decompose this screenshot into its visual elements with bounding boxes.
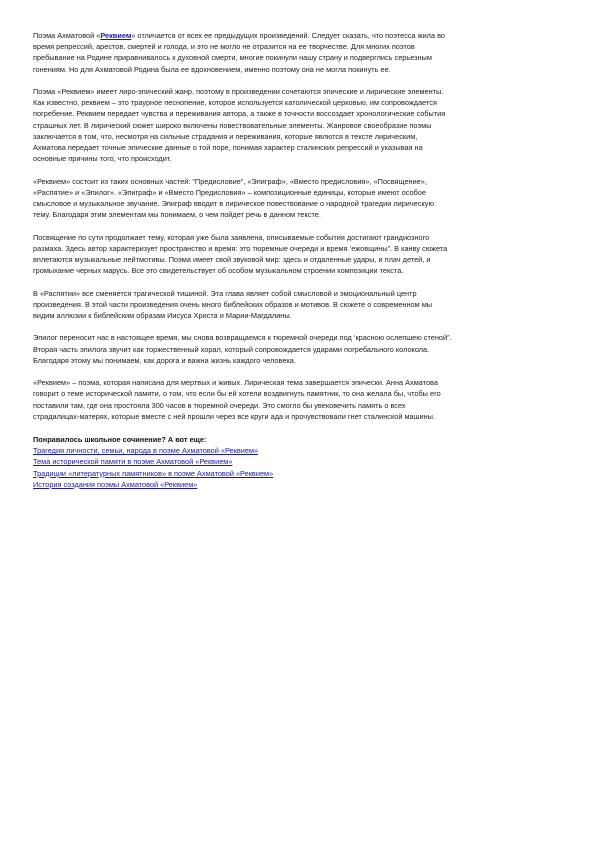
text-line — [33, 30, 563, 41]
text-line: Как известно, реквием – это траурное песнопение, которое используется католической церковью, им сопровождается — [33, 98, 437, 108]
text-line: тему. Благодаря этим элементам мы понимаем, о чем пойдет речь в данном тексте. — [33, 210, 321, 220]
text-fragment: » отличается от всех ее предыдущих произведений. Следует сказать, что поэтесса жила во — [131, 31, 445, 40]
text-line: «Реквием» – поэма, которая написана для мертвых и живых. Лирическая тема завершается эпически. Анна Ахматова — [33, 378, 438, 388]
text-line: громыхание черных марусь. Все это свидетельствует об особом музыкальном строении композиции текста. — [33, 266, 404, 276]
text-line: страшных лет. В лирический сюжет широко включены повествовательные элементы. Жанровое своеобразие поэмы — [33, 120, 432, 130]
text-line: В «Распятии» все сменяется трагической тишиной. Эта глава являет собой смысловой и эмоциональный центр — [33, 288, 417, 298]
text-line: Эпилог переносит нас в настоящее время, мы снова возвращаемся к тюремной очереди под ‘красною ослепшею стеной”. — [33, 333, 452, 343]
text-line: размаха. Здесь автор характеризует пространство и время: это тюремные очереди и время ‘ежовщины”. В канву сюжета — [33, 243, 448, 253]
related-link[interactable]: Трагедия личности, семьи, народа в поэме Ахматовой «Реквием» — [33, 446, 259, 456]
paragraph-genre — [33, 86, 563, 164]
related-link[interactable]: История создания поэмы Ахматовой «Реквием» — [33, 479, 198, 489]
related-heading: Понравилось школьное сочинение? А вот еще: — [33, 435, 207, 445]
text-line: основные причины того, что происходит. — [33, 154, 172, 164]
related-essays — [33, 434, 563, 490]
text-line: поставили там, где она простояла 300 часов в тюремной очереди. Это смогло бы увековечить память о всех — [33, 400, 406, 410]
paragraph-epilogue — [33, 332, 563, 366]
text-line: погребение. Реквием передает чувства и переживания автора, а также в точности воссоздает хронологические события — [33, 109, 446, 119]
text-fragment: Поэма Ахматовой « — [33, 31, 101, 40]
text-line: «Распятие» и «Эпилог». «Эпиграф» и «Вместо Предисловия» – композиционные единицы, которые имеют особое — [33, 187, 426, 197]
text-line: время репрессий, арестов, смертей и голода, и это не могло не отразится на ее творчестве. Для многих поэтов — [33, 42, 415, 52]
text-line: вплетаются музыкальные лейтмотивы. Поэма имеет свой звуковой мир: здесь и отдаленные удары, и плач детей, и — [33, 255, 431, 265]
text-line: гонениям. Но для Ахматовой Родина была ее вдохновением, именно поэтому она не могла покинуть ее. — [33, 64, 391, 74]
text-line: «Реквием» состоит из таких основных частей: “Предисловие”, «Эпиграф», «Вместо предисловия», «Посвящение», — [33, 176, 427, 186]
text-line: говорит о теме исторической памяти, о том, что если бы ей хотели воздвигнуть памятник, то она желала бы, чтобы его — [33, 389, 441, 399]
text-line: произведения. В этой части произведения очень много библейских образов и мотивов. В сюжете о современном мы — [33, 299, 433, 309]
text-line: Посвящение по сути продолжает тему, которая уже была заявлена, описываемые события достигают грандиозного — [33, 232, 430, 242]
paragraph-intro — [33, 30, 563, 75]
text-line: Ахматова передает точные эпические данные о той поре, понимая характер сталинских репрессий и указывая на — [33, 143, 423, 153]
requiem-link[interactable]: Реквием — [100, 31, 132, 40]
related-link[interactable]: Традиции «литературных памятников» в поэме Ахматовой «Реквием» — [33, 468, 274, 478]
text-line: смысловое и музыкальное звучание. Эпиграф вводит в лирическое повествование о народной трагедии лирическую — [33, 199, 434, 209]
text-line: пребывание на Родине приравнивалось к духовной смерти, многие покинули нашу страну и подверглись серьезным — [33, 53, 432, 63]
text-line: Поэма «Реквием» имеет лиро-эпический жанр, поэтому в произведении сочетаются эпические и лирические элементы. — [33, 87, 444, 96]
text-line: видим аллюзии к библейским образам Иисуса Христа и Марии-Магдалины. — [33, 311, 292, 321]
related-link[interactable]: Тема исторической памяти в поэме Ахматовой «Реквием» — [33, 457, 233, 467]
paragraph-dedication — [33, 232, 563, 277]
essay-page — [33, 30, 563, 490]
paragraph-crucifixion — [33, 288, 563, 322]
text-line: заключается в том, что, несмотря на сильные страдания и переживания, которые явлются в тексте лирическим, — [33, 131, 418, 141]
paragraph-structure — [33, 176, 563, 221]
paragraph-conclusion — [33, 377, 563, 422]
text-line: страдалицах-матерях, которые вместе с ней прошли через все круги ада и прочувствовали гнет сталинской машины. — [33, 411, 436, 421]
text-line: Вторая часть эпилога звучит как торжественный хорал, который сопровождается ударами погребального колокола. — [33, 344, 430, 354]
text-line: Благодаря этому мы понимаем, как дорога и важна жизнь каждого человека. — [33, 355, 296, 365]
